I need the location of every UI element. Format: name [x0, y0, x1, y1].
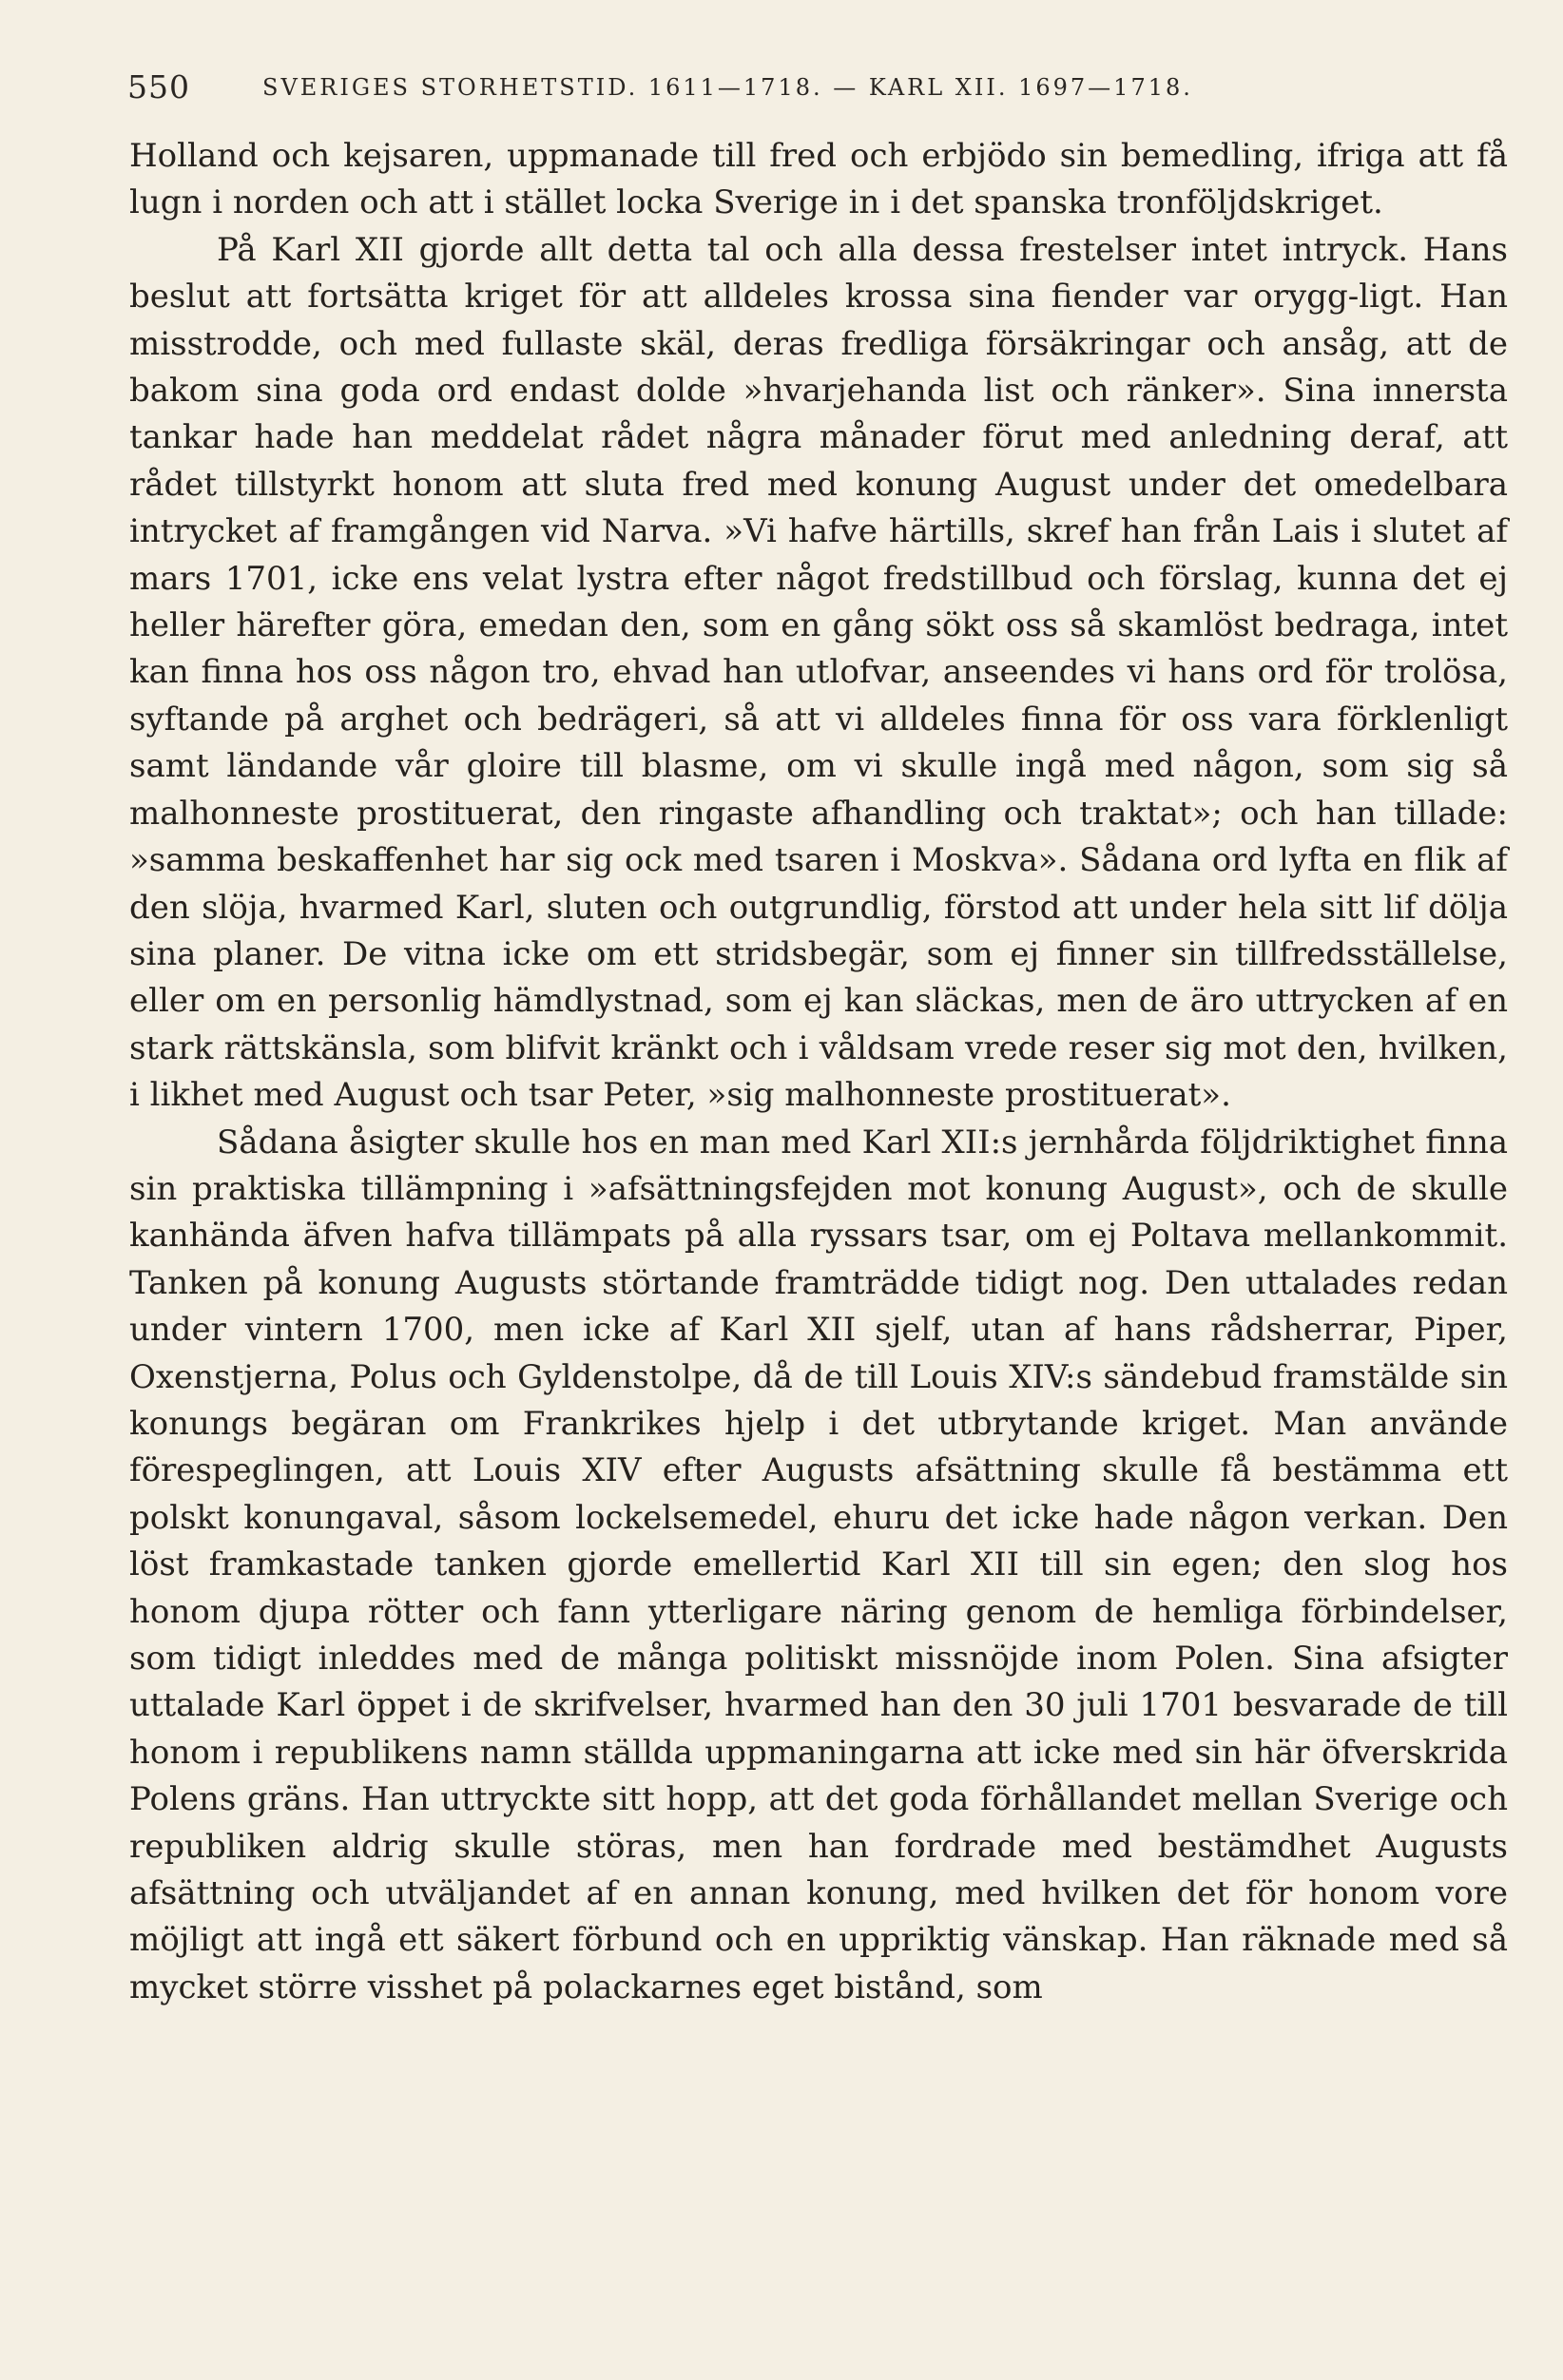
body-text: [129, 133, 1508, 2011]
running-head: [127, 68, 1506, 116]
page-number: 550: [127, 68, 190, 106]
paragraph: Sådana åsigter skulle hos en man med Karl XII:s jernhårda följdriktighet finna sin praktiska tillämpning i »afsättningsfejden mot konung August», och de skulle kanhända äfven hafva tillämpats på alla ryssars tsar, om ej Poltava mellankommit. Tanken på konung Augusts störtande framträdde tidigt nog. Den uttalades redan under vintern 1700, men icke af Karl XII sjelf, utan af hans rådsherrar, Piper, Oxenstjerna, Polus och Gyldenstolpe, då de till Louis XIV:s sändebud framstälde sin konungs begäran om Frankrikes hjelp i det utbrytande kriget. Man använde förespeglingen, att Louis XIV efter Augusts afsättning skulle få bestämma ett polskt konungaval, såsom lockelsemedel, ehuru det icke hade någon verkan. Den löst framkastade tanken gjorde emellertid Karl XII till sin egen; den slog hos honom djupa rötter och fann ytterligare näring genom de hemliga förbindelser, som tidigt inleddes med de många politiskt missnöjde inom Polen. Sina afsigter uttalade Karl öppet i de skrifvelser, hvarmed han den 30 juli 1701 besvarade de till honom i republikens namn ställda uppmaningarna att icke med sin här öfverskrida Polens gräns. Han uttryckte sitt hopp, att det goda förhållandet mellan Sverige och republiken aldrig skulle störas, men han fordrade med bestämdhet Augusts afsättning och utväljandet af en annan konung, med hvilken det för honom vore möjligt att ingå ett säkert förbund och en uppriktig vänskap. Han räknade med så mycket större visshet på polackarnes eget bistånd, som: [129, 1123, 1508, 2006]
paragraph: Holland och kejsaren, uppmanade till fred och erbjödo sin bemedling, ifriga att få lugn i norden och att i stället locka Sverige in i det spanska tronföljdskriget.: [129, 137, 1508, 222]
paragraph: På Karl XII gjorde allt detta tal och alla dessa frestelser intet intryck. Hans beslut att fortsätta kriget för att alldeles krossa sina fiender var orygg-ligt. Han misstrodde, och med fullaste skäl, deras fredliga försäkringar och ansåg, att de bakom sina goda ord endast dolde »hvarjehanda list och ränker». Sina innersta tankar hade han meddelat rådet några månader förut med anledning deraf, att rådet tillstyrkt honom att sluta fred med konung August under det omedelbara intrycket af framgången vid Narva. »Vi hafve härtills, skref han från Lais i slutet af mars 1701, icke ens velat lystra efter något fredstillbud och förslag, kunna det ej heller härefter göra, emedan den, som en gång sökt oss så skamlöst bedraga, intet kan finna hos oss någon tro, ehvad han utlofvar, anseendes vi hans ord för trolösa, syftande på arghet och bedrägeri, så att vi alldeles finna för oss vara förklenligt samt ländande vår gloire till blasme, om vi skulle ingå med någon, som sig så malhonneste prostituerat, den ringaste afhandling och traktat»; och han tillade: »samma beskaffenhet har sig ock med tsaren i Moskva». Sådana ord lyfta en flik af den slöja, hvarmed Karl, sluten och outgrundlig, förstod att under hela sitt lif dölja sina planer. De vitna icke om ett stridsbegär, som ej finner sin tillfredsställelse, eller om en personlig hämdlystnad, som ej kan släckas, men de äro uttrycken af en stark rättskänsla, som blifvit kränkt och i våldsam vrede reser sig mot den, hvilken, i likhet med August och tsar Peter, »sig malhonneste prostituerat».: [129, 230, 1508, 1115]
running-title: SVERIGES STORHETSTID. 1611—1718. — KARL XII. 1697—1718.: [262, 74, 1193, 101]
